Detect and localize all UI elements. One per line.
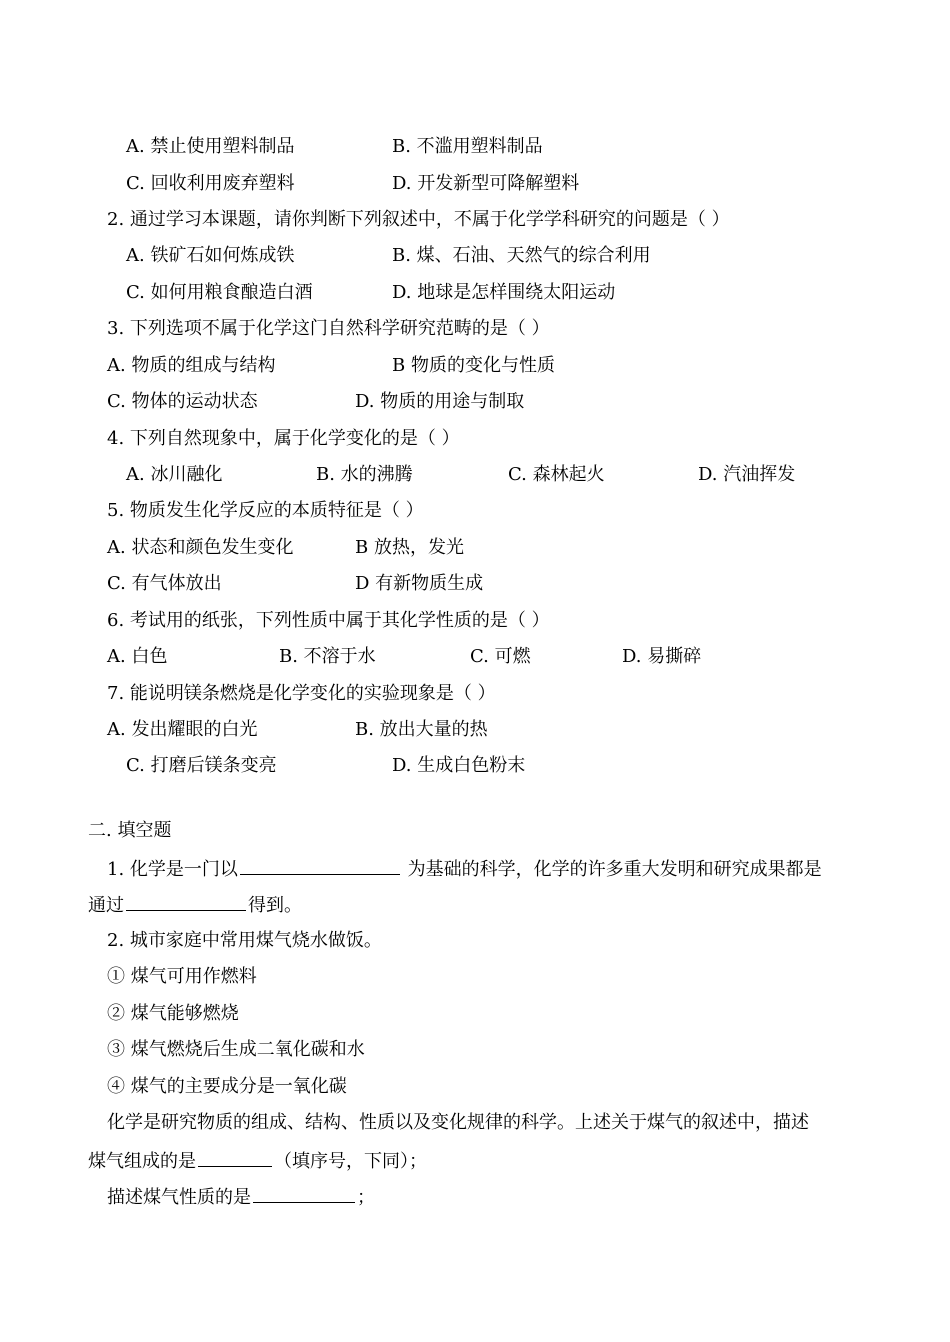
q1-option-b: B. 不滥用塑料制品	[392, 136, 543, 157]
q7-option-c: C. 打磨后镁条变亮	[126, 755, 277, 776]
fill-q1-blank-2[interactable]	[126, 892, 246, 911]
fill-q2-description: 化学是研究物质的组成、结构、性质以及变化规律的科学。上述关于煤气的叙述中，描述	[107, 1112, 809, 1133]
q4-option-d: D. 汽油挥发	[698, 464, 796, 485]
fill-q1-text-b: 为基础的科学，化学的许多重大发明和研究成果都是	[401, 859, 822, 880]
q5-option-c: C. 有气体放出	[107, 573, 222, 594]
q2-option-c: C. 如何用粮食酿造白酒	[126, 282, 313, 303]
fill-q2-property-end: ；	[357, 1187, 375, 1208]
fill-q2-composition-blank[interactable]	[198, 1148, 272, 1167]
q1-option-d: D. 开发新型可降解塑料	[392, 173, 580, 194]
q6-option-a: A. 白色	[107, 646, 168, 667]
fill-q2-item-1: ① 煤气可用作燃料	[107, 966, 257, 987]
q2-option-a: A. 铁矿石如何炼成铁	[126, 245, 295, 266]
fill-q2-composition-text: 煤气组成的是	[88, 1151, 196, 1172]
q4-option-a: A. 冰川融化	[126, 464, 223, 485]
fill-q2-item-3: ③ 煤气燃烧后生成二氧化碳和水	[107, 1039, 365, 1060]
q5-option-a: A. 状态和颜色发生变化	[107, 537, 294, 558]
q7-stem: 7. 能说明镁条燃烧是化学变化的实验现象是（ ）	[107, 683, 496, 704]
q5-option-b: B 放热，发光	[355, 537, 464, 558]
q6-option-c: C. 可燃	[470, 646, 531, 667]
fill-q2-composition-line	[88, 1148, 427, 1172]
fill-q2-property-blank[interactable]	[253, 1184, 355, 1203]
q2-option-b: B. 煤、石油、天然气的综合利用	[392, 245, 651, 266]
q3-option-b: B 物质的变化与性质	[392, 355, 555, 376]
fill-q2-property-text: 描述煤气性质的是	[107, 1187, 251, 1208]
fill-q2-property-line	[107, 1184, 375, 1208]
q3-option-d: D. 物质的用途与制取	[355, 391, 525, 412]
q4-stem: 4. 下列自然现象中，属于化学变化的是（ ）	[107, 428, 460, 449]
q6-stem: 6. 考试用的纸张，下列性质中属于其化学性质的是（ ）	[107, 610, 550, 631]
q7-option-d: D. 生成白色粉末	[392, 755, 526, 776]
q7-option-b: B. 放出大量的热	[355, 719, 488, 740]
q5-option-d: D 有新物质生成	[355, 573, 484, 594]
fill-q2-item-2: ② 煤气能够燃烧	[107, 1003, 239, 1024]
section-heading-fill-in: 二. 填空题	[88, 820, 172, 841]
q6-option-b: B. 不溶于水	[279, 646, 376, 667]
q4-option-c: C. 森林起火	[508, 464, 605, 485]
fill-q1-text-c: 通过	[88, 895, 124, 916]
q4-option-b: B. 水的沸腾	[316, 464, 413, 485]
q1-option-c: C. 回收利用废弃塑料	[126, 173, 295, 194]
fill-q2-composition-note: （填序号，下同）；	[274, 1151, 427, 1172]
fill-q1-text-d: 得到。	[248, 895, 302, 916]
fill-q1-line1	[107, 856, 822, 880]
fill-q1-line2	[88, 892, 302, 916]
q3-option-c: C. 物体的运动状态	[107, 391, 258, 412]
q2-stem: 2. 通过学习本课题，请你判断下列叙述中，不属于化学学科研究的问题是（ ）	[107, 209, 730, 230]
q3-option-a: A. 物质的组成与结构	[107, 355, 276, 376]
q3-stem: 3. 下列选项不属于化学这门自然科学研究范畴的是（ ）	[107, 318, 550, 339]
fill-q2-stem: 2. 城市家庭中常用煤气烧水做饭。	[107, 930, 382, 951]
q1-option-a: A. 禁止使用塑料制品	[126, 136, 295, 157]
fill-q1-blank-1[interactable]	[240, 856, 400, 875]
q2-option-d: D. 地球是怎样围绕太阳运动	[392, 282, 616, 303]
q6-option-d: D. 易撕碎	[622, 646, 702, 667]
q5-stem: 5. 物质发生化学反应的本质特征是（ ）	[107, 500, 424, 521]
fill-q2-item-4: ④ 煤气的主要成分是一氧化碳	[107, 1076, 347, 1097]
q7-option-a: A. 发出耀眼的白光	[107, 719, 258, 740]
fill-q1-text-a: 1. 化学是一门以	[107, 859, 238, 880]
